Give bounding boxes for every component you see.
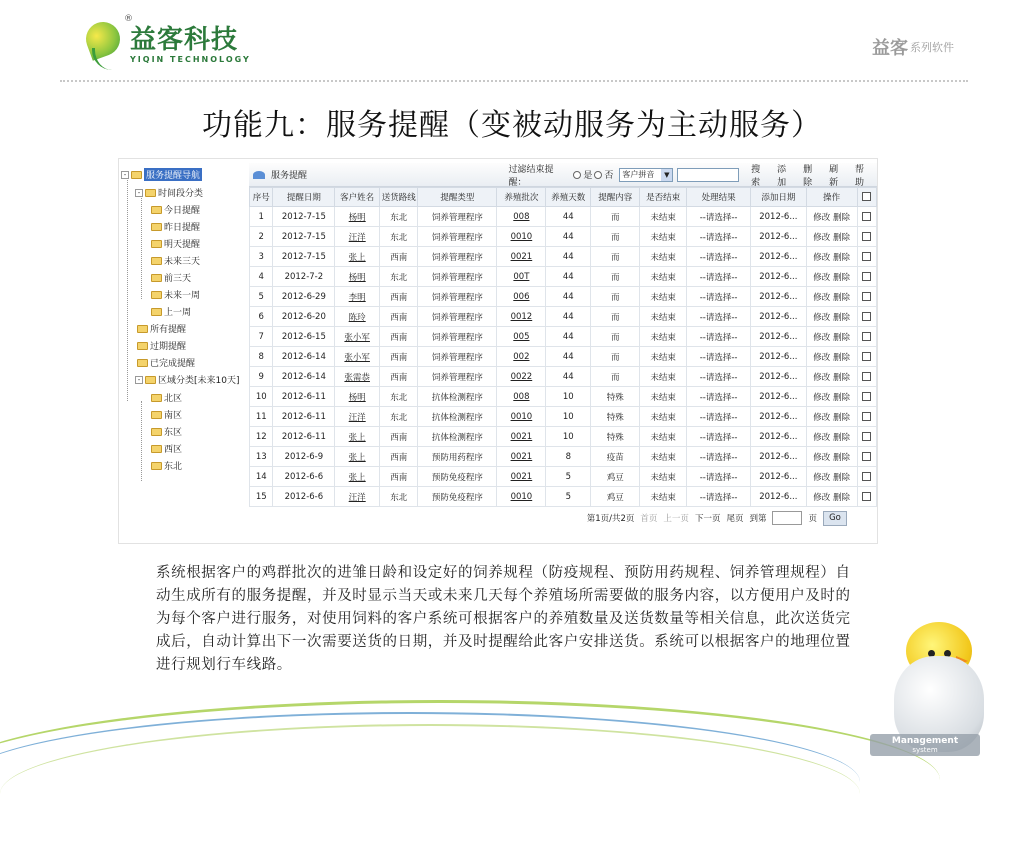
filter-label: 过滤结束提醒：	[508, 164, 554, 188]
table-cell-link[interactable]: 杨明	[335, 267, 380, 287]
row-actions[interactable]: 修改 删除	[806, 287, 857, 307]
table-cell-link[interactable]: 张上	[335, 427, 380, 447]
table-cell: 东北	[380, 227, 418, 247]
table-cell-link[interactable]: 张上	[335, 467, 380, 487]
table-cell: 西南	[380, 307, 418, 327]
tree-item-expired[interactable]: 过期提醒	[137, 338, 186, 353]
table-cell: 10	[546, 407, 591, 427]
row-actions[interactable]: 修改 删除	[806, 407, 857, 427]
table-cell: 2012-6...	[751, 387, 806, 407]
table-cell: 11	[250, 407, 273, 427]
table-cell: 5	[250, 287, 273, 307]
table-cell: 未结束	[640, 447, 687, 467]
series-brand	[872, 34, 954, 60]
table-cell: 西南	[380, 367, 418, 387]
table-cell: 2	[250, 227, 273, 247]
table-cell: 预防免疫程序	[418, 467, 497, 487]
table-cell-link[interactable]: 李明	[335, 287, 380, 307]
table-cell-link[interactable]: 0022	[497, 367, 546, 387]
row-checkbox[interactable]	[857, 367, 876, 387]
tree-item-yesterday[interactable]: 昨日提醒	[151, 219, 200, 234]
table-cell: 4	[250, 267, 273, 287]
tree-item-tomorrow[interactable]: 明天提醒	[151, 236, 200, 251]
tree-item-all[interactable]: 所有提醒	[137, 321, 186, 336]
table-cell-link[interactable]: 张上	[335, 247, 380, 267]
app-screenshot	[118, 158, 878, 544]
table-cell: 2012-6...	[751, 267, 806, 287]
table-cell: 未结束	[640, 207, 687, 227]
first-page-link[interactable]: 首页	[640, 514, 658, 524]
table-cell: 5	[546, 487, 591, 507]
table-cell: 44	[546, 307, 591, 327]
tree-region-west[interactable]: 西区	[151, 441, 182, 456]
chevron-down-icon: ▼	[661, 169, 672, 181]
table-cell: 而	[591, 207, 640, 227]
table-cell[interactable]: --请选择--	[687, 207, 751, 227]
row-checkbox[interactable]	[857, 387, 876, 407]
table-cell: 东北	[380, 267, 418, 287]
table-cell: 2012-6...	[751, 347, 806, 367]
refresh-button[interactable]: 刷新	[829, 164, 839, 188]
table-cell-link[interactable]: 0010	[497, 407, 546, 427]
table-cell[interactable]: --请选择--	[687, 227, 751, 247]
table-cell: 2012-6-11	[273, 387, 335, 407]
radio-yes-label: 是	[583, 171, 593, 181]
column-header: 处理结果	[687, 188, 751, 207]
table-cell-link[interactable]: 008	[497, 207, 546, 227]
table-cell[interactable]: --请选择--	[687, 247, 751, 267]
table-cell: 2012-6...	[751, 327, 806, 347]
mascot-caption	[870, 734, 980, 756]
table-cell: 东北	[380, 387, 418, 407]
column-header: 养殖批次	[497, 188, 546, 207]
next-page-link[interactable]: 下一页	[694, 514, 721, 524]
table-cell-link[interactable]: 0021	[497, 427, 546, 447]
column-header: 提醒内容	[591, 188, 640, 207]
table-cell: 西南	[380, 247, 418, 267]
table-cell: 未结束	[640, 267, 687, 287]
table-cell: 抗体检测程序	[418, 427, 497, 447]
table-cell: 未结束	[640, 347, 687, 367]
row-actions[interactable]: 修改 删除	[806, 247, 857, 267]
table-cell: 而	[591, 267, 640, 287]
series-brand-name: 益客	[872, 38, 908, 59]
table-cell: 未结束	[640, 327, 687, 347]
page-number-input[interactable]	[772, 511, 802, 525]
row-checkbox[interactable]	[857, 307, 876, 327]
row-checkbox[interactable]	[857, 407, 876, 427]
row-actions[interactable]: 修改 删除	[806, 307, 857, 327]
table-cell: 而	[591, 307, 640, 327]
table-cell: 44	[546, 287, 591, 307]
registered-mark: ®	[124, 14, 133, 24]
company-logo	[80, 18, 251, 70]
table-cell: 2012-6...	[751, 427, 806, 447]
table-cell: 未结束	[640, 487, 687, 507]
table-cell: 饲养管理程序	[418, 367, 497, 387]
table-cell-link[interactable]: 张小军	[335, 347, 380, 367]
row-checkbox[interactable]	[857, 447, 876, 467]
table-cell: 未结束	[640, 367, 687, 387]
table-cell: 3	[250, 247, 273, 267]
table-cell-link[interactable]: 0021	[497, 247, 546, 267]
row-actions[interactable]: 修改 删除	[806, 467, 857, 487]
table-cell-link[interactable]: 汪洋	[335, 407, 380, 427]
column-header: 序号	[250, 188, 273, 207]
table-cell: 未结束	[640, 407, 687, 427]
nav-tree	[121, 161, 247, 541]
table-cell: 2012-6...	[751, 367, 806, 387]
table-cell: 而	[591, 287, 640, 307]
table-cell: 饲养管理程序	[418, 267, 497, 287]
logo-name-cn: 益客科技	[130, 24, 239, 55]
add-button[interactable]: 添加	[777, 164, 787, 188]
table-row[interactable]	[250, 327, 877, 347]
table-cell: 西南	[380, 467, 418, 487]
pager	[249, 507, 877, 529]
radio-no[interactable]	[594, 171, 602, 179]
table-row[interactable]	[250, 287, 877, 307]
table-cell: 10	[546, 387, 591, 407]
table-cell-link[interactable]: 张小军	[335, 327, 380, 347]
row-checkbox[interactable]	[857, 467, 876, 487]
chick-mascot-icon	[884, 612, 994, 752]
search-button[interactable]: 搜索	[751, 164, 761, 188]
table-cell: 2012-7-15	[273, 207, 335, 227]
table-cell: 疫苗	[591, 447, 640, 467]
table-row[interactable]	[250, 487, 877, 507]
table-cell: 2012-7-15	[273, 227, 335, 247]
go-button[interactable]: Go	[823, 511, 847, 526]
table-cell: 饲养管理程序	[418, 227, 497, 247]
table-cell: 2012-6-9	[273, 447, 335, 467]
mascot-title: Management	[891, 736, 959, 746]
table-row[interactable]	[250, 367, 877, 387]
row-actions[interactable]: 修改 删除	[806, 327, 857, 347]
table-cell[interactable]: --请选择--	[687, 367, 751, 387]
table-cell: 饲养管理程序	[418, 307, 497, 327]
table-cell[interactable]: --请选择--	[687, 347, 751, 367]
table-cell: 8	[250, 347, 273, 367]
table-cell: 鸡豆	[591, 467, 640, 487]
table-cell: 6	[250, 307, 273, 327]
table-cell: 2012-6...	[751, 407, 806, 427]
row-checkbox[interactable]	[857, 427, 876, 447]
table-cell: 2012-6-29	[273, 287, 335, 307]
panel-title: 服务提醒	[270, 171, 307, 181]
goto-label: 到第	[749, 514, 767, 524]
table-cell-link[interactable]: 杨明	[335, 207, 380, 227]
table-cell: 2012-6...	[751, 447, 806, 467]
table-cell: 7	[250, 327, 273, 347]
row-checkbox[interactable]	[857, 287, 876, 307]
table-cell: 44	[546, 247, 591, 267]
table-cell: 饲养管理程序	[418, 347, 497, 367]
table-cell-link[interactable]: 006	[497, 287, 546, 307]
radio-no-label: 否	[604, 171, 614, 181]
table-cell: 2012-6...	[751, 227, 806, 247]
table-cell: 而	[591, 367, 640, 387]
table-cell: 饲养管理程序	[418, 247, 497, 267]
table-cell: 未结束	[640, 307, 687, 327]
table-cell[interactable]: --请选择--	[687, 387, 751, 407]
table-cell-link[interactable]: 张需恭	[335, 367, 380, 387]
table-cell: 2012-6...	[751, 487, 806, 507]
table-cell-link[interactable]: 0010	[497, 487, 546, 507]
table-cell-link[interactable]: 0021	[497, 447, 546, 467]
table-cell: 西南	[380, 327, 418, 347]
table-cell: 特殊	[591, 407, 640, 427]
mascot-subtitle: system	[912, 746, 938, 754]
table-cell-link[interactable]: 00T	[497, 267, 546, 287]
tree-region-group[interactable]: - 区域分类[未来10天]	[135, 372, 239, 387]
row-actions[interactable]: 修改 删除	[806, 487, 857, 507]
table-cell: 13	[250, 447, 273, 467]
table-cell: 9	[250, 367, 273, 387]
table-cell[interactable]: --请选择--	[687, 327, 751, 347]
column-header: 是否结束	[640, 188, 687, 207]
table-cell: 44	[546, 347, 591, 367]
table-cell: 而	[591, 347, 640, 367]
reminder-panel	[249, 163, 877, 541]
table-cell: 西南	[380, 427, 418, 447]
column-header: 添加日期	[751, 188, 806, 207]
column-header: 养殖天数	[546, 188, 591, 207]
table-cell: 抗体检测程序	[418, 387, 497, 407]
description-text: 系统根据客户的鸡群批次的进雏日龄和设定好的饲养规程（防疫规程、预防用药规程、饲养管理规程）自动生成所有的服务提醒，并及时显示当天或未来几天每个养殖场所需要做的服务内容，以方便用户及时的为每个客户进行服务，对使用饲料的客户系统可根据客户的养殖数量及送货数量等相关信息，此次送货完成后，自动计算出下一次需要送货的日期，并及时提醒给此客户安排送货。系统可以根据客户的地理位置进行规划行车线路。	[156, 565, 851, 673]
leaf-logo-icon	[80, 18, 124, 70]
panel-toolbar	[249, 163, 877, 187]
table-cell: 未结束	[640, 287, 687, 307]
table-row[interactable]	[250, 247, 877, 267]
table-cell: 特殊	[591, 427, 640, 447]
table-cell: 2012-6-14	[273, 367, 335, 387]
table-row[interactable]	[250, 407, 877, 427]
row-checkbox[interactable]	[857, 207, 876, 227]
table-cell: 2012-6-6	[273, 467, 335, 487]
table-cell[interactable]: --请选择--	[687, 287, 751, 307]
table-cell-link[interactable]: 张上	[335, 447, 380, 467]
table-cell: 14	[250, 467, 273, 487]
table-cell: 未结束	[640, 227, 687, 247]
table-cell-link[interactable]: 杨明	[335, 387, 380, 407]
delete-button[interactable]: 删除	[803, 164, 813, 188]
tree-item-today[interactable]: 今日提醒	[151, 202, 200, 217]
table-cell: 1	[250, 207, 273, 227]
table-cell: 12	[250, 427, 273, 447]
decor-wave	[0, 724, 860, 864]
row-actions[interactable]: 修改 删除	[806, 447, 857, 467]
table-cell: 未结束	[640, 247, 687, 267]
filter-group	[509, 162, 740, 188]
row-actions[interactable]: 修改 删除	[806, 267, 857, 287]
table-cell-link[interactable]: 002	[497, 347, 546, 367]
last-page-link[interactable]: 尾页	[726, 514, 744, 524]
table-cell: 2012-6-14	[273, 347, 335, 367]
row-actions[interactable]: 修改 删除	[806, 207, 857, 227]
table-cell: 抗体检测程序	[418, 407, 497, 427]
select-all-checkbox[interactable]	[857, 188, 876, 207]
search-field-select[interactable]: 客户拼音 ▼	[619, 168, 673, 182]
table-cell-link[interactable]: 陈玲	[335, 307, 380, 327]
table-cell-link[interactable]: 008	[497, 387, 546, 407]
table-cell: 10	[546, 427, 591, 447]
table-cell: 东北	[380, 407, 418, 427]
table-cell: 44	[546, 207, 591, 227]
table-cell: 2012-7-15	[273, 247, 335, 267]
tree-item-next-week[interactable]: 未来一周	[151, 287, 200, 302]
table-row[interactable]	[250, 207, 877, 227]
table-cell: 10	[250, 387, 273, 407]
tree-item-last-week[interactable]: 上一周	[151, 304, 191, 319]
search-input[interactable]	[677, 168, 739, 182]
table-cell-link[interactable]: 005	[497, 327, 546, 347]
table-cell: 15	[250, 487, 273, 507]
panel-icon	[253, 171, 265, 179]
tree-root[interactable]: - 服务提醒导航	[121, 167, 202, 182]
table-cell: 2012-6...	[751, 467, 806, 487]
row-actions[interactable]: 修改 删除	[806, 387, 857, 407]
table-cell-link[interactable]: 0012	[497, 307, 546, 327]
table-cell: 东北	[380, 207, 418, 227]
table-cell: 44	[546, 227, 591, 247]
table-cell: 2012-6...	[751, 307, 806, 327]
row-actions[interactable]: 修改 删除	[806, 427, 857, 447]
table-cell: 而	[591, 247, 640, 267]
table-cell: 5	[546, 467, 591, 487]
tree-item-done[interactable]: 已完成提醒	[137, 355, 195, 370]
table-cell: 而	[591, 227, 640, 247]
table-cell-link[interactable]: 0021	[497, 467, 546, 487]
table-cell: 未结束	[640, 387, 687, 407]
table-cell: 西南	[380, 447, 418, 467]
table-cell: 2012-7-2	[273, 267, 335, 287]
series-brand-suffix: 系列软件	[910, 41, 954, 54]
row-actions[interactable]: 修改 删除	[806, 367, 857, 387]
table-cell: 2012-6...	[751, 247, 806, 267]
row-checkbox[interactable]	[857, 267, 876, 287]
column-header: 操作	[806, 188, 857, 207]
table-cell: 8	[546, 447, 591, 467]
table-cell-link[interactable]: 0010	[497, 227, 546, 247]
table-row[interactable]	[250, 307, 877, 327]
column-header: 提醒日期	[273, 188, 335, 207]
table-header-row	[250, 188, 877, 207]
table-cell: 44	[546, 367, 591, 387]
table-row[interactable]	[250, 467, 877, 487]
table-cell: 鸡豆	[591, 487, 640, 507]
table-cell: 2012-6...	[751, 287, 806, 307]
table-cell: 2012-6-11	[273, 407, 335, 427]
table-cell: 2012-6-20	[273, 307, 335, 327]
row-checkbox[interactable]	[857, 247, 876, 267]
tree-time-group[interactable]: - 时间段分类	[135, 185, 203, 200]
row-actions[interactable]: 修改 删除	[806, 227, 857, 247]
slide-title: 功能九：服务提醒（变被动服务为主动服务）	[202, 108, 822, 143]
table-cell: 东北	[380, 487, 418, 507]
table-cell: 特殊	[591, 387, 640, 407]
table-row[interactable]	[250, 387, 877, 407]
table-cell: 而	[591, 327, 640, 347]
page-label: 页	[808, 514, 817, 524]
header-divider	[60, 80, 968, 82]
pager-info: 第1页/共2页	[586, 514, 635, 524]
table-cell: 2012-6...	[751, 207, 806, 227]
table-cell[interactable]: --请选择--	[687, 467, 751, 487]
row-actions[interactable]: 修改 删除	[806, 347, 857, 367]
radio-yes[interactable]	[573, 171, 581, 179]
table-row[interactable]	[250, 267, 877, 287]
table-cell[interactable]: --请选择--	[687, 267, 751, 287]
column-header: 送货路线	[380, 188, 418, 207]
table-cell: 2012-6-15	[273, 327, 335, 347]
tree-region-south[interactable]: 南区	[151, 407, 182, 422]
table-cell: 44	[546, 327, 591, 347]
tree-region-northeast[interactable]: 东北	[151, 458, 182, 473]
table-cell: 44	[546, 267, 591, 287]
tree-item-prev-three-days[interactable]: 前三天	[151, 270, 191, 285]
table-cell: 饲养管理程序	[418, 327, 497, 347]
table-cell: 饲养管理程序	[418, 287, 497, 307]
table-cell: 2012-6-6	[273, 487, 335, 507]
table-cell: 未结束	[640, 427, 687, 447]
table-cell[interactable]: --请选择--	[687, 307, 751, 327]
row-checkbox[interactable]	[857, 347, 876, 367]
table-row[interactable]	[250, 227, 877, 247]
table-cell: 西南	[380, 287, 418, 307]
table-cell: 未结束	[640, 467, 687, 487]
tree-item-next-three-days[interactable]: 未来三天	[151, 253, 200, 268]
logo-name-en: YIQIN TECHNOLOGY	[130, 54, 251, 64]
table-cell-link[interactable]: 汪洋	[335, 487, 380, 507]
table-cell[interactable]: --请选择--	[687, 407, 751, 427]
table-cell: 2012-6-11	[273, 427, 335, 447]
tree-region-north[interactable]: 北区	[151, 390, 182, 405]
column-header: 提醒类型	[418, 188, 497, 207]
table-cell: 西南	[380, 347, 418, 367]
table-cell: 预防用药程序	[418, 447, 497, 467]
tree-region-east[interactable]: 东区	[151, 424, 182, 439]
table-cell: 饲养管理程序	[418, 207, 497, 227]
row-checkbox[interactable]	[857, 227, 876, 247]
table-cell[interactable]: --请选择--	[687, 427, 751, 447]
row-checkbox[interactable]	[857, 327, 876, 347]
reminder-table	[249, 187, 877, 507]
table-row[interactable]	[250, 427, 877, 447]
column-header: 客户姓名	[335, 188, 380, 207]
table-cell-link[interactable]: 汪洋	[335, 227, 380, 247]
table-cell[interactable]: --请选择--	[687, 447, 751, 467]
table-row[interactable]	[250, 347, 877, 367]
help-button[interactable]: 帮助	[855, 164, 865, 188]
table-row[interactable]	[250, 447, 877, 467]
table-cell: 预防免疫程序	[418, 487, 497, 507]
row-checkbox[interactable]	[857, 487, 876, 507]
table-cell[interactable]: --请选择--	[687, 487, 751, 507]
prev-page-link[interactable]: 上一页	[663, 514, 689, 524]
